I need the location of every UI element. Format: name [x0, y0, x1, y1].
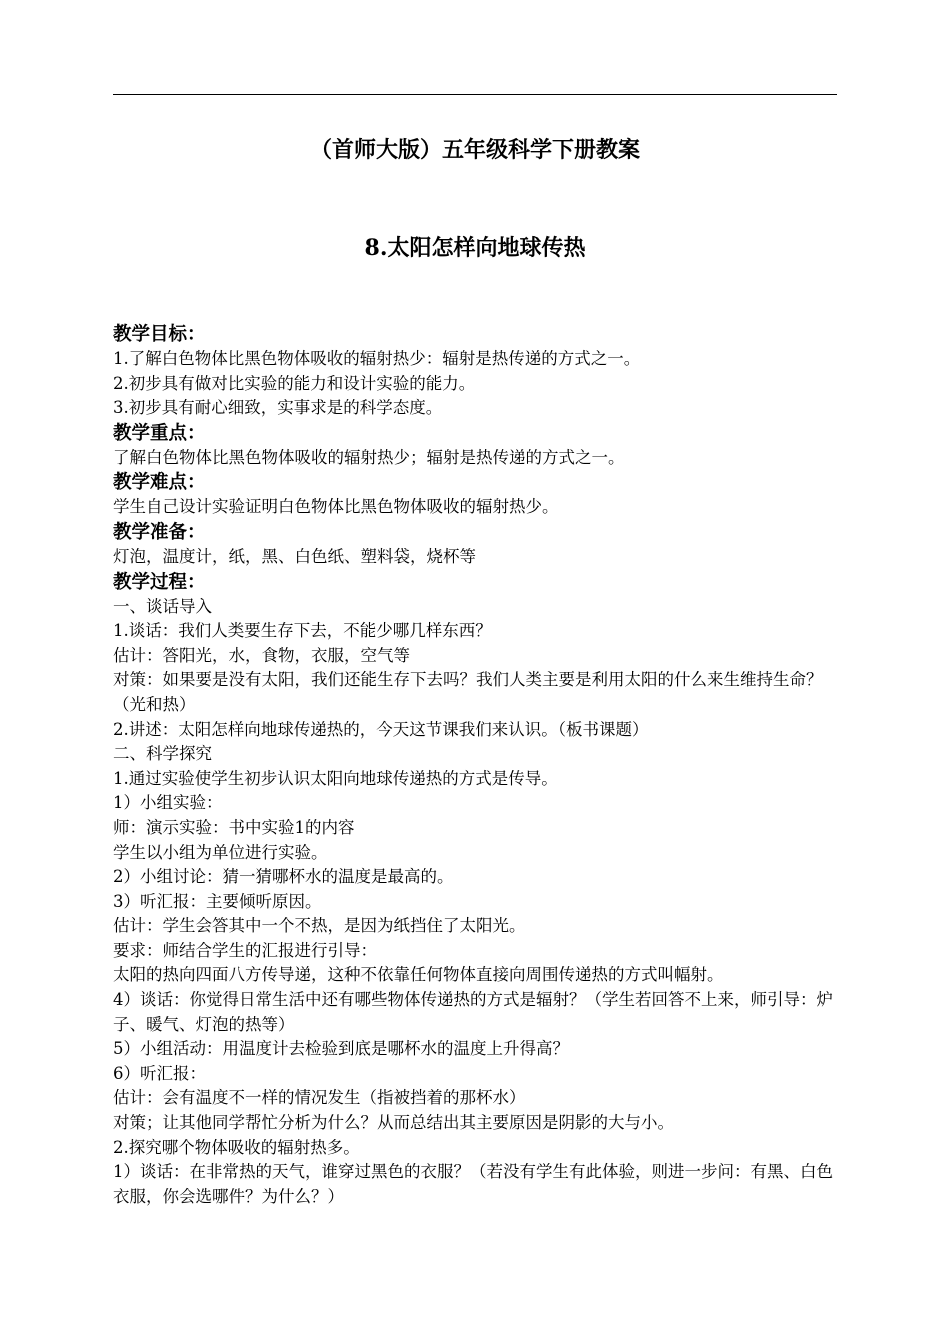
paragraph-line: 1.了解白色物体比黑色物体吸收的辐射热少：辐射是热传递的方式之一。	[113, 349, 641, 368]
paragraph-line: 师：演示实验：书中实验1的内容	[113, 817, 355, 837]
paragraph-line: 学生自己设计实验证明白色物体比黑色物体吸收的辐射热少。	[113, 497, 559, 517]
paragraph-line: 估计：答阳光，水，食物，衣服，空气等	[113, 645, 410, 665]
section-heading: 教学准备：	[113, 521, 206, 543]
paragraph-line: 3）听汇报：主要倾听原因。	[113, 891, 322, 911]
paragraph-line: 2.讲述：太阳怎样向地球传递热的，今天这节课我们来认识。（板书课题）	[113, 719, 649, 739]
section-heading: 教学重点：	[113, 422, 206, 444]
paragraph-line: 3.初步具有耐心细致，实事求是的科学态度。	[113, 398, 443, 418]
section-heading: 教学过程：	[113, 571, 206, 593]
paragraph-line: 了解白色物体比黑色物体吸收的辐射热少；辐射是热传递的方式之一。	[113, 447, 625, 467]
paragraph-line: 2.探究哪个物体吸收的辐射热多。	[113, 1137, 360, 1157]
paragraph-line: 太阳的热向四面八方传导递，这种不依靠任何物体直接向周围传递热的方式叫幅射。	[113, 965, 724, 985]
paragraph-line: 2.初步具有做对比实验的能力和设计实验的能力。	[113, 373, 476, 393]
header-rule	[113, 94, 837, 95]
paragraph-line: 1）小组实验：	[113, 793, 223, 813]
section-heading: 教学目标：	[113, 324, 206, 345]
paragraph-line: 要求：师结合学生的汇报进行引导：	[113, 940, 377, 960]
paragraph-line: 1）谈话：在非常热的天气，谁穿过黑色的衣服？（若没有学生有此体验，则进一步问：有黑、白色衣服，你会选哪件？为什么？）	[113, 1162, 833, 1206]
lesson-title: 8.太阳怎样向地球传热	[364, 235, 586, 261]
paragraph-line: 一、谈话导入	[113, 596, 212, 616]
paragraph-line: 2）小组讨论：猜一猜哪杯水的温度是最高的。	[113, 867, 454, 887]
paragraph-line: 对策：如果要是没有太阳，我们还能生存下去吗？我们人类主要是利用太阳的什么来生维持生命？（光和热）	[113, 670, 823, 714]
paragraph-line: 二、科学探究	[113, 744, 212, 764]
paragraph-line: 学生以小组为单位进行实验。	[113, 842, 328, 862]
paragraph-line: 6）听汇报：	[113, 1063, 206, 1083]
paragraph-line: 5）小组活动：用温度计去检验到底是哪杯水的温度上升得高？	[113, 1039, 569, 1059]
paragraph-line: 灯泡，温度计，纸，黑、白色纸、塑料袋，烧杯等	[113, 546, 476, 566]
paragraph-line: 1.通过实验使学生初步认识太阳向地球传递热的方式是传导。	[113, 768, 558, 788]
document-body	[113, 322, 839, 1209]
paragraph-line: 1.谈话：我们人类要生存下去，不能少哪几样东西？	[113, 621, 492, 641]
paragraph-line: 估计：学生会答其中一个不热，是因为纸挡住了太阳光。	[113, 916, 526, 936]
paragraph-line: 4）谈话：你觉得日常生活中还有哪些物体传递热的方式是辐射？（学生若回答不上来，师引导：炉子、暖气、灯泡的热等）	[113, 990, 833, 1034]
document-title: （首师大版）五年级科学下册教案	[309, 137, 640, 163]
section-heading: 教学难点：	[113, 472, 206, 494]
paragraph-line: 估计：会有温度不一样的情况发生（指被挡着的那杯水）	[113, 1088, 526, 1108]
paragraph-line: 对策；让其他同学帮忙分析为什么？从而总结出其主要原因是阴影的大与小。	[113, 1113, 674, 1133]
